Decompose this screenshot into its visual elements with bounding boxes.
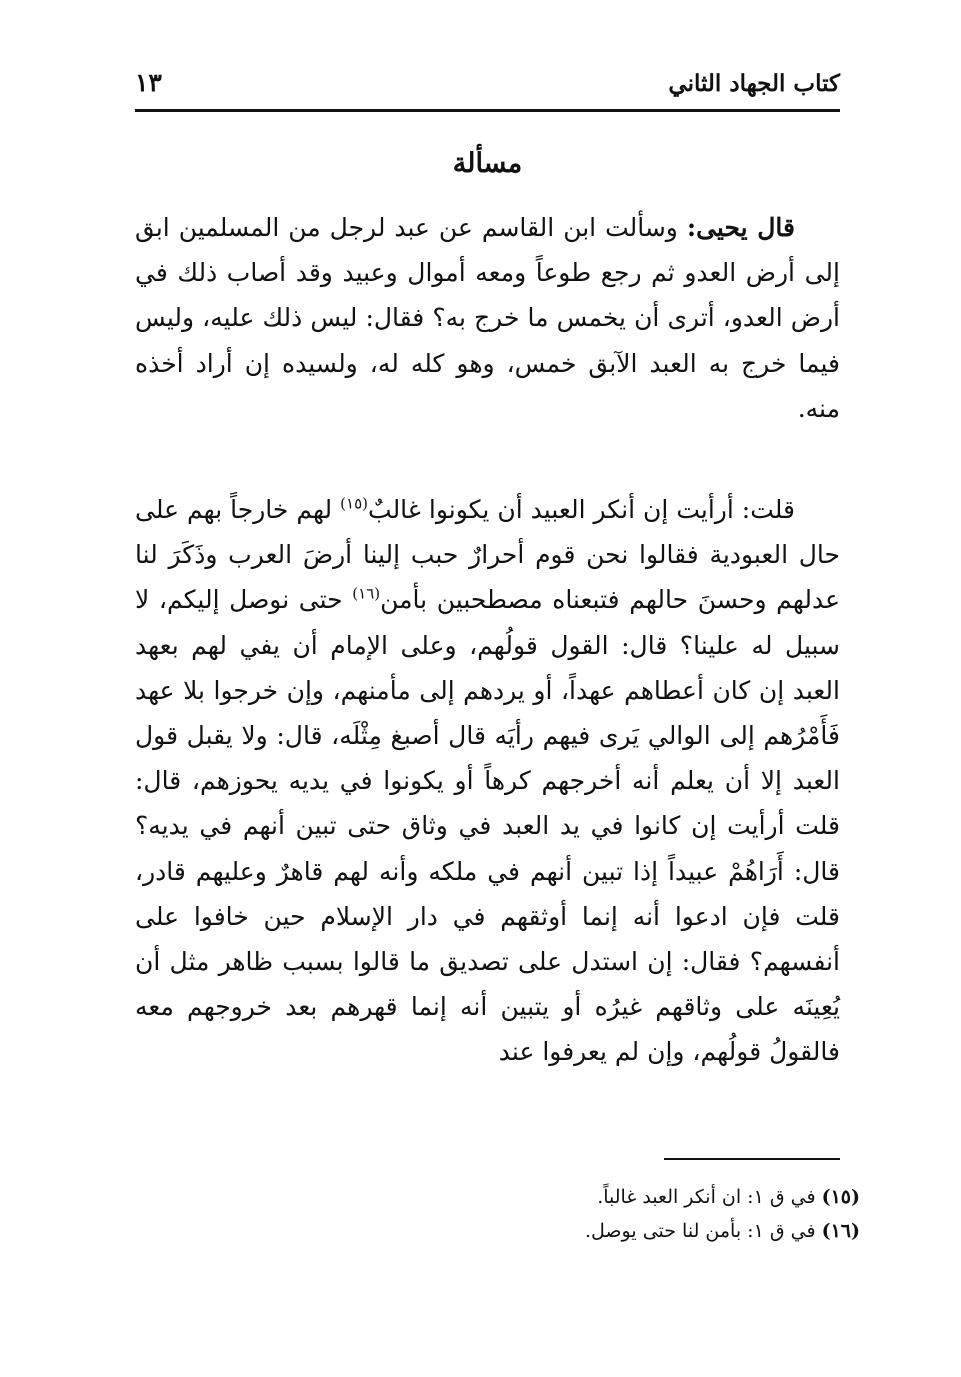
- footnote-text: في ق ١: بأمن لنا حتى يوصل.: [584, 1220, 816, 1242]
- speaker-label: قال يحيى:: [686, 213, 795, 242]
- paragraph-1-text: [135, 205, 840, 431]
- paragraph-2-lead: قلت: أرأيت إن أنكر العبيد أن يكونوا غالبٌ: [368, 495, 795, 524]
- footnote-number: (١٦): [821, 1220, 860, 1242]
- book-title: كتاب الجهاد الثاني: [668, 70, 840, 97]
- footnote-number: (١٥): [821, 1186, 860, 1208]
- footnote-item: [135, 1214, 860, 1248]
- footnotes: [135, 1180, 860, 1248]
- paragraph-1: [135, 205, 840, 431]
- page-number: ١٣: [135, 68, 162, 97]
- paragraph-2: [135, 487, 840, 1075]
- running-header: [135, 62, 840, 112]
- footnote-separator: [664, 1158, 840, 1160]
- section-heading: مسألة: [452, 148, 523, 179]
- footnote-ref-16[interactable]: (١٦): [352, 585, 381, 604]
- paragraph-2-middle: لهم خارجاً بهم على حال العبودية فقالوا نحن قوم أحرارٌ حبب إلينا أرضَ العرب وذَكَرَ لنا عدلهم وحسنَ حالهم فتبعناه مصطحبين بأمن: [135, 495, 840, 615]
- header-rule: [135, 109, 840, 112]
- paragraph-1-body: وسألت ابن القاسم عن عبد لرجل من المسلمين ابق إلى أرض العدو ثم رجع طوعاً ومعه أموال وعبيد وقد أصاب ذلك في أرض العدو، أترى أن يخمس ما خرج به؟ فقال: ليس ذلك عليه، وليس فيما خرج به العبد الآبق خمس، وهو كله له، ولسيده إن أراد أخذه منه.: [135, 213, 840, 423]
- footnote-ref-15[interactable]: (١٥): [340, 494, 369, 513]
- paragraph-2-rest: حتى نوصل إليكم، لا سبيل له علينا؟ قال: القول قولُهم، وعلى الإمام أن يفي لهم بعهد العبد إن كان أعطاهم عهداً، أو يردهم إلى مأمنهم، وإن خرجوا بلا عهد فَأَمْرُهم إلى الوالي يَرى فيهم رأيَه قال أصبغ مِثْلَه، قال: ولا يقبل قول العبد إلا أن يعلم أنه أخرجهم كرهاً أو يكونوا في يديه يحوزهم، قال: قلت أرأيت إن كانوا في يد العبد في وثاق حتى تبين أنهم في يديه؟ قال: أَرَاهُمْ عبيداً إذا تبين أنهم في ملكه وأنه لهم قاهرٌ وعليهم قادر، قلت فإن ادعوا أنه إنما أوثقهم في دار الإسلام حين خافوا على أنفسهم؟ فقال: إن استدل على تصديق ما قالوا بسبب ظاهر مثل أن يُعِينَه على وثاقهم غيرُه أو يتبين أنه إنما قهرهم بعد خروجهم معه فالقولُ قولُهم، وإن لم يعرفوا عند: [135, 585, 840, 1067]
- footnote-item: [135, 1180, 860, 1214]
- footnote-text: في ق ١: ان أنكر العبد غالباً.: [597, 1186, 816, 1208]
- paragraph-2-text: [135, 487, 840, 1075]
